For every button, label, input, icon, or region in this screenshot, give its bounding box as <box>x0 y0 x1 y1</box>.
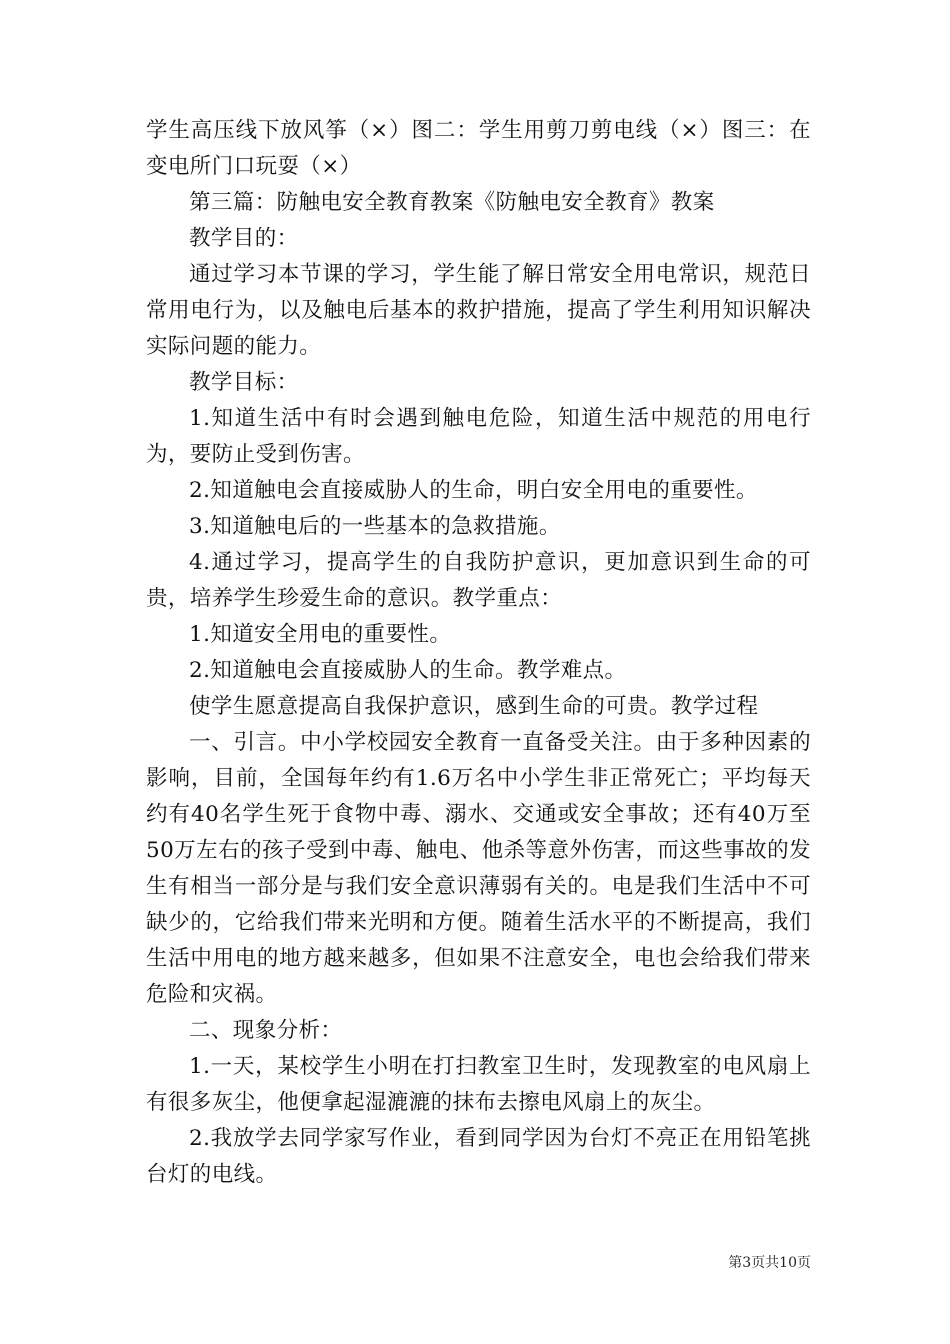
paragraph-analysis-heading: 二、现象分析： <box>189 1018 343 1043</box>
paragraph-teaching-purpose-heading: 教学目的： <box>189 226 299 251</box>
paragraph-teaching-purpose: 通过学习本节课的学习，学生能了解日常安全用电常识，规范日常用电行为，以及触电后基本的救护措施，提高了学生利用知识解决实际问题的能力。 <box>146 262 811 359</box>
paragraph-key-point-2: 2.知道触电会直接威胁人的生命。教学难点。 <box>189 658 627 683</box>
paragraph-case-1: 1.一天，某校学生小明在打扫教室卫生时，发现教室的电风扇上有很多灰尘，他便拿起湿漉漉的抹布去擦电风扇上的灰尘。 <box>146 1054 811 1115</box>
paragraph-key-point-1: 1.知道安全用电的重要性。 <box>189 622 452 647</box>
paragraph-figure-notes: 学生高压线下放风筝（×）图二：学生用剪刀剪电线（×）图三：在变电所门口玩耍（×） <box>146 118 811 179</box>
paragraph-goal-2: 2.知道触电会直接威胁人的生命，明白安全用电的重要性。 <box>189 478 758 503</box>
paragraph-teaching-goals-heading: 教学目标： <box>189 370 299 395</box>
document-body <box>146 113 811 1193</box>
paragraph-goal-3: 3.知道触电后的一些基本的急救措施。 <box>189 514 561 539</box>
paragraph-goal-4: 4.通过学习，提高学生的自我防护意识，更加意识到生命的可贵，培养学生珍爱生命的意识。教学重点： <box>146 550 811 611</box>
paragraph-goal-1: 1.知道生活中有时会遇到触电危险，知道生活中规范的用电行为，要防止受到伤害。 <box>146 406 811 467</box>
paragraph-difficulty: 使学生愿意提高自我保护意识，感到生命的可贵。教学过程 <box>189 694 759 719</box>
paragraph-section-title: 第三篇：防触电安全教育教案《防触电安全教育》教案 <box>189 190 715 215</box>
paragraph-case-2: 2.我放学去同学家写作业，看到同学因为台灯不亮正在用铅笔挑台灯的电线。 <box>146 1126 811 1187</box>
paragraph-introduction: 一、引言。中小学校园安全教育一直备受关注。由于多种因素的影响，目前，全国每年约有1.6万名中小学生非正常死亡；平均每天约有40名学生死于食物中毒、溺水、交通或安全事故；还有40万至50万左右的孩子受到中毒、触电、他杀等意外伤害，而这些事故的发生有相当一部分是与我们安全意识薄弱有关的。电是我们生活中不可缺少的，它给我们带来光明和方便。随着生活水平的不断提高，我们生活中用电的地方越来越多，但如果不注意安全，电也会给我们带来危险和灾祸。 <box>146 730 811 1007</box>
page-number: 第3页共10页 <box>728 1255 811 1271</box>
